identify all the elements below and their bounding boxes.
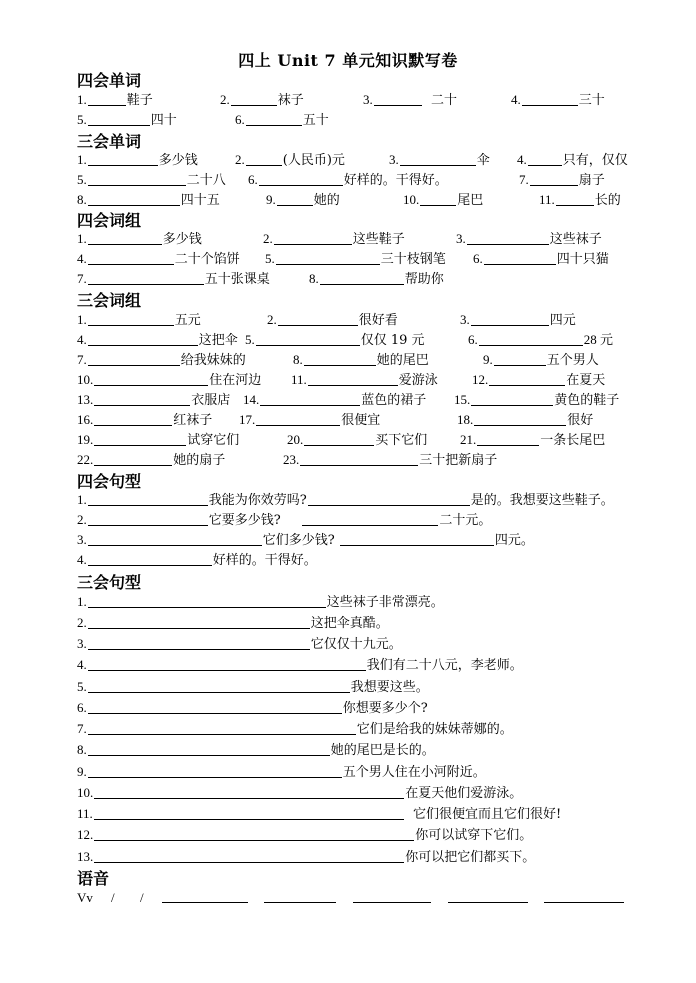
item: 18. 很好: [457, 412, 594, 428]
blank[interactable]: [88, 551, 212, 566]
blank[interactable]: [530, 171, 578, 186]
blank[interactable]: [88, 351, 180, 366]
blank[interactable]: [374, 91, 422, 106]
item: 8. 她的尾巴: [293, 352, 429, 368]
item: 2. 这把伞真酷。: [77, 615, 389, 631]
blank[interactable]: [94, 826, 414, 841]
row: [77, 762, 639, 782]
section-heading-three-skill-words: 三会单词: [77, 132, 142, 151]
row: [77, 430, 639, 450]
blank[interactable]: [308, 371, 398, 386]
item: 3. 它们多少钱? 四元。: [77, 532, 534, 548]
blank[interactable]: [474, 411, 566, 426]
row: [77, 450, 639, 470]
item: 1. 多少钱: [77, 231, 202, 247]
row: [77, 847, 639, 867]
blank[interactable]: [308, 491, 470, 506]
blank[interactable]: [477, 431, 539, 446]
item: 11. 它们很便宜而且它们很好!: [77, 806, 562, 822]
phonics-slash: /: [140, 890, 144, 905]
row: [77, 530, 639, 550]
blank[interactable]: [320, 270, 404, 285]
row: [77, 825, 639, 845]
blank[interactable]: [88, 171, 186, 186]
blank[interactable]: [94, 411, 172, 426]
section-heading-three-skill-phrases: 三会词组: [77, 291, 142, 310]
blank[interactable]: [260, 391, 360, 406]
item: 5. 仅仅 19 元: [245, 332, 425, 348]
blank[interactable]: [94, 848, 404, 863]
blank[interactable]: [447, 888, 529, 908]
blank[interactable]: [484, 250, 556, 265]
blank[interactable]: [88, 311, 174, 326]
blank[interactable]: [467, 230, 549, 245]
item: 6. 好样的。干得好。: [248, 172, 448, 188]
item: 4. 这把伞: [77, 332, 238, 348]
row: [77, 90, 639, 110]
row: [77, 888, 639, 908]
phonics-letter: Vv: [77, 890, 93, 905]
blank[interactable]: [420, 191, 456, 206]
item: 8. 帮助你: [309, 271, 444, 287]
item: 16. 红袜子: [77, 412, 213, 428]
item: 17. 很便宜: [239, 412, 381, 428]
row: [77, 249, 639, 269]
item: 22. 她的扇子: [77, 452, 226, 468]
item: 23. 三十把新扇子: [283, 452, 498, 468]
row: [77, 190, 639, 210]
item: 8. 她的尾巴是长的。: [77, 742, 435, 758]
blank[interactable]: [302, 511, 438, 526]
blank[interactable]: [352, 888, 432, 908]
item: 5. 我想要这些。: [77, 679, 429, 695]
row: [77, 804, 639, 824]
blank[interactable]: [274, 230, 352, 245]
blank[interactable]: [94, 784, 404, 799]
blank[interactable]: [489, 371, 565, 386]
blank[interactable]: [528, 151, 562, 166]
item: 4. 好样的。干得好。: [77, 552, 317, 568]
item: 1. 我能为你效劳吗? 是的。我想要这些鞋子。: [77, 492, 614, 508]
item: 11. 爱游泳: [291, 372, 438, 388]
blank[interactable]: [88, 191, 180, 206]
item: 9. 她的: [266, 192, 340, 208]
blank[interactable]: [340, 531, 494, 546]
item: 12. 你可以试穿下它们。: [77, 827, 533, 843]
blank[interactable]: [88, 635, 310, 650]
item: 13. 你可以把它们都买下。: [77, 849, 536, 865]
row: [77, 677, 639, 697]
item: 2. 袜子: [220, 92, 304, 108]
row: [77, 410, 639, 430]
row: [77, 330, 639, 350]
blank[interactable]: [471, 311, 549, 326]
item: 20. 买下它们: [287, 432, 428, 448]
item: 9. 五个男人住在小河附近。: [77, 764, 486, 780]
phonics-slash: /: [111, 890, 115, 905]
row: [77, 719, 639, 739]
blank[interactable]: [88, 230, 162, 245]
item: 3. 它仅仅十九元。: [77, 636, 402, 652]
item: 8. 四十五: [77, 192, 220, 208]
blank[interactable]: [88, 331, 198, 346]
row: [77, 150, 639, 170]
item: 1. 五元: [77, 312, 201, 328]
row: [77, 510, 639, 530]
item: 21. 一条长尾巴: [460, 432, 606, 448]
blank[interactable]: [522, 91, 578, 106]
blank[interactable]: [88, 151, 158, 166]
section-heading-three-skill-sentences: 三会句型: [77, 573, 142, 592]
blank[interactable]: [88, 111, 150, 126]
item: 1. 多少钱: [77, 152, 198, 168]
blank[interactable]: [88, 763, 342, 778]
item: 4. 二十个馅饼: [77, 251, 240, 267]
row: [77, 634, 639, 654]
item: 6. 五十: [235, 112, 329, 128]
row: [77, 170, 639, 190]
section-heading-four-skill-words: 四会单词: [77, 71, 142, 90]
blank[interactable]: [246, 151, 282, 166]
item: 6. 28 元: [468, 332, 614, 347]
item: 1. 这些袜子非常漂亮。: [77, 594, 444, 610]
blank[interactable]: [276, 250, 380, 265]
item: 13. 衣服店: [77, 392, 231, 408]
row: [77, 550, 639, 570]
row: [77, 310, 639, 330]
item: 3. 四元: [460, 312, 576, 328]
row: [77, 783, 639, 803]
row: [77, 592, 639, 612]
blank[interactable]: [94, 805, 404, 820]
row: [77, 655, 639, 675]
item: 6. 四十只猫: [473, 251, 609, 267]
item: 5. 四十: [77, 112, 177, 128]
item: 5. 二十八: [77, 172, 226, 188]
row: [77, 740, 639, 760]
item: 19. 试穿它们: [77, 432, 240, 448]
item: 15. 黄色的鞋子: [454, 392, 620, 408]
blank[interactable]: [256, 411, 340, 426]
row: [77, 229, 639, 249]
blank[interactable]: [471, 391, 553, 406]
blank[interactable]: [88, 270, 204, 285]
item: 4. 三十: [511, 92, 605, 108]
item: 4. 只有，仅仅: [517, 152, 628, 168]
blank[interactable]: [94, 371, 208, 386]
blank[interactable]: [88, 491, 208, 506]
item: 3. 伞: [389, 152, 490, 168]
blank[interactable]: [277, 191, 313, 206]
item: 7. 扇子: [519, 172, 605, 188]
row: [77, 110, 639, 130]
item: 7. 它们是给我的妹妹蒂娜的。: [77, 721, 513, 737]
blank[interactable]: [304, 351, 376, 366]
blank[interactable]: [88, 91, 126, 106]
page-title: 四上 Unit 7 单元知识默写卷: [238, 51, 458, 70]
row: [77, 613, 639, 633]
blank[interactable]: [88, 531, 262, 546]
row: [77, 390, 639, 410]
blank[interactable]: [400, 151, 476, 166]
blank[interactable]: [246, 111, 302, 126]
section-heading-phonics: 语音: [77, 869, 110, 888]
item: 10. 在夏天他们爱游泳。: [77, 785, 523, 801]
item: 1. 鞋子: [77, 92, 153, 108]
item: 3. 二十: [363, 92, 458, 108]
blank[interactable]: [88, 656, 366, 671]
item: 11. 长的: [539, 192, 621, 208]
blank[interactable]: [479, 331, 583, 346]
blank[interactable]: [256, 331, 360, 346]
blank[interactable]: [231, 91, 277, 106]
blank[interactable]: [94, 391, 190, 406]
item: 2. 这些鞋子: [263, 231, 405, 247]
row: [77, 269, 639, 289]
blank[interactable]: [88, 699, 342, 714]
blank[interactable]: [88, 250, 174, 265]
item: 7. 五十张课桌: [77, 271, 270, 287]
row: [77, 350, 639, 370]
item: 2. 很好看: [267, 312, 398, 328]
item: 6. 你想要多少个?: [77, 700, 428, 716]
item: 12. 在夏天: [472, 372, 606, 388]
blank[interactable]: [259, 171, 343, 186]
row: [77, 698, 639, 718]
item: 9. 五个男人: [483, 352, 599, 368]
item: 2. 它要多少钱? 二十元。: [77, 512, 492, 528]
item: 14. 蓝色的裙子: [243, 392, 427, 408]
blank[interactable]: [543, 888, 625, 908]
item: 2. (人民币)元: [235, 152, 345, 168]
blank[interactable]: [278, 311, 358, 326]
blank[interactable]: [88, 614, 310, 629]
blank[interactable]: [88, 678, 350, 693]
row: [77, 490, 639, 510]
blank[interactable]: [88, 511, 208, 526]
item: 10. 尾巴: [403, 192, 484, 208]
blank[interactable]: [94, 451, 172, 466]
blank[interactable]: [263, 888, 337, 908]
blank[interactable]: [304, 431, 374, 446]
row: [77, 370, 639, 390]
blank[interactable]: [88, 741, 330, 756]
blank[interactable]: [556, 191, 594, 206]
blank[interactable]: [88, 593, 326, 608]
blank[interactable]: [94, 431, 186, 446]
blank[interactable]: [161, 888, 249, 908]
blank[interactable]: [494, 351, 546, 366]
section-heading-four-skill-phrases: 四会词组: [77, 211, 142, 230]
item: 4. 我们有二十八元，李老师。: [77, 657, 523, 673]
item: 3. 这些袜子: [456, 231, 602, 247]
blank[interactable]: [300, 451, 418, 466]
item: 7. 给我妹妹的: [77, 352, 246, 368]
item: 10. 住在河边: [77, 372, 262, 388]
section-heading-four-skill-sentences: 四会句型: [77, 472, 142, 491]
blank[interactable]: [88, 720, 356, 735]
item: 5. 三十枝钢笔: [265, 251, 446, 267]
